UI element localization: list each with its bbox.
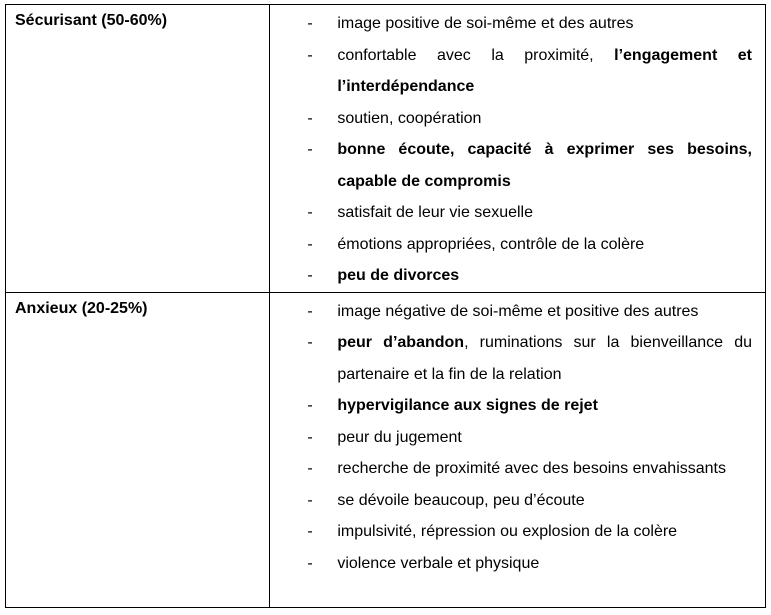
item-text xyxy=(337,422,752,454)
traits-list xyxy=(270,293,765,580)
list-item xyxy=(270,485,752,517)
bullet-dash: - xyxy=(307,109,313,127)
list-item xyxy=(270,422,752,454)
traits-list xyxy=(270,5,765,292)
category-cell xyxy=(6,5,270,293)
item-text xyxy=(337,103,752,135)
bullet-dash: - xyxy=(307,141,313,158)
item-text xyxy=(337,134,752,197)
item-text xyxy=(337,327,752,390)
text-segment: peur du jugement xyxy=(337,428,462,446)
bold-segment: l’engagement et l’interdépendance xyxy=(337,46,753,95)
list-item xyxy=(270,229,752,261)
bullet-dash: - xyxy=(307,302,313,320)
item-text xyxy=(337,260,752,292)
bullet-dash: - xyxy=(307,460,313,477)
text-segment: image négative de soi-même et positive des autres xyxy=(337,302,699,320)
text-segment: émotions appropriées, contrôle de la colère xyxy=(337,235,645,253)
category-cell xyxy=(6,292,270,607)
table-row-anxieux xyxy=(6,292,766,607)
traits-cell xyxy=(270,292,766,607)
item-text xyxy=(337,548,752,580)
bold-segment: peur d’abandon xyxy=(337,334,465,351)
attachment-styles-table xyxy=(5,4,766,608)
text-segment: recherche de proximité avec des besoins envahissants xyxy=(337,460,726,477)
bullet-dash: - xyxy=(307,46,313,64)
item-text xyxy=(337,8,752,40)
bullet-dash: - xyxy=(307,523,313,540)
bullet-dash: - xyxy=(307,397,313,414)
list-item xyxy=(270,260,752,292)
text-segment: se dévoile beaucoup, peu d’écoute xyxy=(337,491,585,509)
bullet-dash: - xyxy=(307,15,313,32)
category-label: Sécurisant (50-60%) xyxy=(15,12,168,29)
category-label: Anxieux (20-25%) xyxy=(15,299,148,317)
list-item xyxy=(270,197,752,229)
item-text xyxy=(337,390,752,422)
item-text xyxy=(337,453,752,485)
bold-segment: peu de divorces xyxy=(337,267,460,284)
bullet-dash: - xyxy=(307,334,313,351)
item-text xyxy=(337,229,752,261)
list-item xyxy=(270,103,752,135)
list-item xyxy=(270,8,752,40)
bullet-dash: - xyxy=(307,267,313,284)
list-item xyxy=(270,453,752,485)
list-item xyxy=(270,516,752,548)
text-segment: violence verbale et physique xyxy=(337,554,540,572)
text-segment: , ruminations sur la bienveillance du partenaire et la fin de la relation xyxy=(337,334,753,383)
table-row-securisant xyxy=(6,5,766,293)
item-text xyxy=(337,40,752,103)
bullet-dash: - xyxy=(307,491,313,509)
list-item xyxy=(270,548,752,580)
item-text xyxy=(337,197,752,229)
text-segment: confortable avec la proximité, xyxy=(337,46,615,64)
text-segment: image positive de soi-même et des autres xyxy=(337,15,634,32)
bullet-dash: - xyxy=(307,554,313,572)
list-item xyxy=(270,327,752,390)
text-segment: satisfait de leur vie sexuelle xyxy=(337,204,533,221)
bullet-dash: - xyxy=(307,428,313,446)
bullet-dash: - xyxy=(307,204,313,221)
bullet-dash: - xyxy=(307,235,313,253)
list-item xyxy=(270,134,752,197)
bold-segment: bonne écoute, capacité à exprimer ses besoins, capable de compromis xyxy=(337,141,752,190)
item-text xyxy=(337,516,752,548)
list-item xyxy=(270,40,752,103)
text-segment: soutien, coopération xyxy=(337,109,482,127)
item-text xyxy=(337,485,752,517)
traits-cell xyxy=(270,5,766,293)
item-text xyxy=(337,296,752,328)
list-item xyxy=(270,390,752,422)
list-item xyxy=(270,296,752,328)
text-segment: impulsivité, répression ou explosion de la colère xyxy=(337,523,678,540)
bold-segment: hypervigilance aux signes de rejet xyxy=(337,397,598,414)
